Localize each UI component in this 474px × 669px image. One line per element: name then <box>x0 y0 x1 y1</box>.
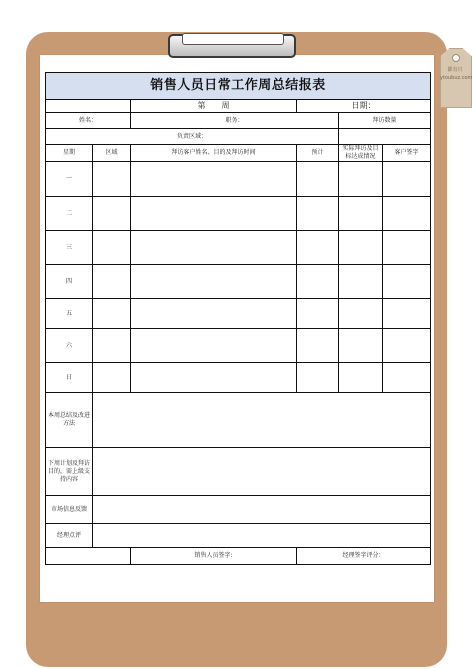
clip-slot <box>182 33 284 45</box>
blank-cell <box>46 548 131 565</box>
manager-comment-label: 经理点评 <box>46 524 93 548</box>
col-header-actual: 实际拜访及目标达成情况 <box>339 145 383 162</box>
sales-signature-label: 销售人员签字: <box>131 548 297 565</box>
name-label: 姓名： <box>46 113 131 129</box>
position-label: 职务： <box>131 113 339 129</box>
col-header-area: 区域 <box>93 145 131 162</box>
summary-field[interactable] <box>93 393 431 448</box>
table-row <box>46 162 431 197</box>
tag-text <box>440 66 473 82</box>
table-row <box>46 299 431 329</box>
visit-count-label: 拜访数量 <box>339 113 431 129</box>
blank-cell <box>339 129 431 145</box>
market-feedback-field[interactable] <box>93 496 431 524</box>
form-title: 销售人员日常工作周总结报表 <box>46 73 431 100</box>
next-plan-field[interactable] <box>93 448 431 496</box>
day-cell: 日 <box>46 363 93 393</box>
col-header-signature: 客户签字 <box>383 145 431 162</box>
manager-comment-field[interactable] <box>93 524 431 548</box>
week-label: 第 周 <box>131 100 297 113</box>
day-cell: 六 <box>46 329 93 363</box>
day-cell: 一 <box>46 162 93 197</box>
table-row <box>46 197 431 231</box>
market-feedback-label: 市场信息反馈 <box>46 496 93 524</box>
region-label: 负责区域： <box>46 129 339 145</box>
blank-cell <box>46 100 131 113</box>
col-header-day: 星期 <box>46 145 93 162</box>
next-plan-label: 下周计划及拜访目的，需上级支持内容 <box>46 448 93 496</box>
table-row <box>46 231 431 265</box>
tag-line-1: 都有只 <box>447 67 463 73</box>
table-row <box>46 329 431 363</box>
table-row <box>46 265 431 299</box>
day-cell: 五 <box>46 299 93 329</box>
tag-hole <box>452 54 460 62</box>
clipboard-clip <box>168 30 296 60</box>
tag-line-2: ytoubuz.com <box>440 75 473 81</box>
weekly-report-form <box>45 72 431 565</box>
date-label: 日期： <box>297 100 431 113</box>
table-row <box>46 363 431 393</box>
col-header-visit-info: 拜访客户姓名、目的及拜访时间 <box>131 145 297 162</box>
day-cell: 二 <box>46 197 93 231</box>
col-header-estimate: 预计 <box>297 145 339 162</box>
day-cell: 三 <box>46 231 93 265</box>
summary-label: 本周总结及改进方法 <box>46 393 93 448</box>
day-cell: 四 <box>46 265 93 299</box>
manager-signature-label: 经理签字评分： <box>297 548 431 565</box>
